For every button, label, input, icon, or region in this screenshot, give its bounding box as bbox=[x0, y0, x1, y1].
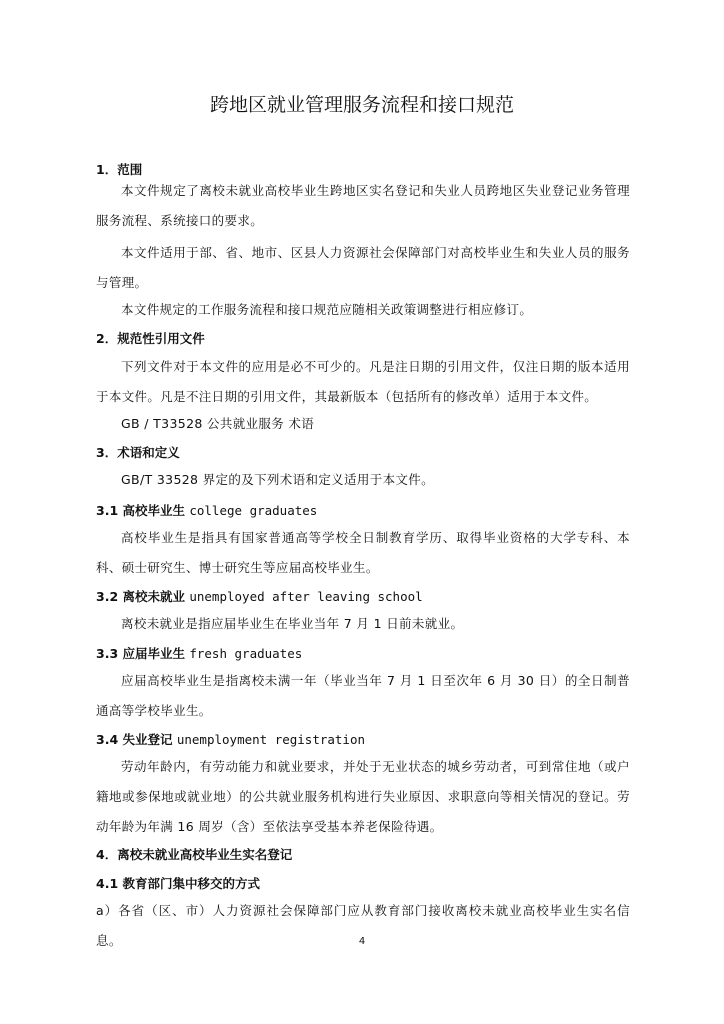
term-3-3-definition: 应届高校毕业生是指离校未满一年（毕业当年 7 月 1 日至次年 6 月 30 日）的全日制普通高等学校毕业生。 bbox=[96, 673, 630, 718]
term-3-1-cn: 3.1 高校毕业生 bbox=[96, 503, 190, 518]
section-2-heading: 2．规范性引用文件 bbox=[96, 331, 205, 346]
section-4-heading: 4．离校未就业高校毕业生实名登记 bbox=[96, 847, 293, 862]
term-3-4-heading bbox=[96, 731, 656, 749]
section-1-heading: 1．范围 bbox=[96, 162, 143, 177]
term-3-2-en: unemployed after leaving school bbox=[189, 589, 423, 604]
section-2-paragraph-1: 下列文件对于本文件的应用是必不可少的。凡是注日期的引用文件，仅注日期的版本适用于本文件。凡是不注日期的引用文件，其最新版本（包括所有的修改单）适用于本文件。 bbox=[96, 359, 630, 404]
document-title: 跨地区就业管理服务流程和接口规范 bbox=[209, 94, 514, 116]
term-3-4-en: unemployment registration bbox=[176, 732, 366, 747]
term-3-4-cn: 3.4 失业登记 bbox=[96, 732, 177, 747]
term-3-1-definition: 高校毕业生是指具有国家普通高等学校全日制教育学历、取得毕业资格的大学专科、本科、硕士研究生、博士研究生等应届高校毕业生。 bbox=[96, 530, 630, 575]
section-1-paragraph-2: 本文件适用于部、省、地市、区县人力资源社会保障部门对高校毕业生和失业人员的服务与管理。 bbox=[96, 245, 630, 290]
term-3-4-definition: 劳动年龄内，有劳动能力和就业要求，并处于无业状态的城乡劳动者，可到常住地（或户籍地或参保地或就业地）的公共就业服务机构进行失业原因、求职意向等相关情况的登记。劳动年龄为年满 16 周岁（含）至依法享受基本养老保险待遇。 bbox=[96, 759, 630, 834]
section-3-heading: 3．术语和定义 bbox=[96, 445, 180, 460]
section-3-paragraph-1: GB/T 33528 界定的及下列术语和定义适用于本文件。 bbox=[121, 472, 434, 487]
section-4-1-heading: 4.1 教育部门集中移交的方式 bbox=[96, 876, 260, 891]
term-3-3-heading bbox=[96, 645, 656, 663]
section-1-paragraph-1: 本文件规定了离校未就业高校毕业生跨地区实名登记和失业人员跨地区失业登记业务管理服务流程、系统接口的要求。 bbox=[96, 183, 630, 228]
term-3-1-en: college graduates bbox=[189, 503, 318, 518]
term-3-1-heading bbox=[96, 502, 656, 520]
term-3-2-heading bbox=[96, 588, 656, 606]
term-3-3-en: fresh graduates bbox=[189, 646, 303, 661]
section-1-paragraph-3: 本文件规定的工作服务流程和接口规范应随相关政策调整进行相应修订。 bbox=[121, 302, 533, 317]
normative-reference: GB / T33528 公共就业服务 术语 bbox=[121, 416, 315, 431]
section-4-1-item-a: a）各省（区、市）人力资源社会保障部门应从教育部门接收离校未就业高校毕业生实名信息。 bbox=[96, 903, 630, 948]
term-3-3-cn: 3.3 应届毕业生 bbox=[96, 646, 190, 661]
term-3-2-cn: 3.2 离校未就业 bbox=[96, 589, 190, 604]
term-3-2-definition: 离校未就业是指应届毕业生在毕业当年 7 月 1 日前未就业。 bbox=[121, 616, 464, 631]
page-number: 4 bbox=[358, 936, 366, 947]
